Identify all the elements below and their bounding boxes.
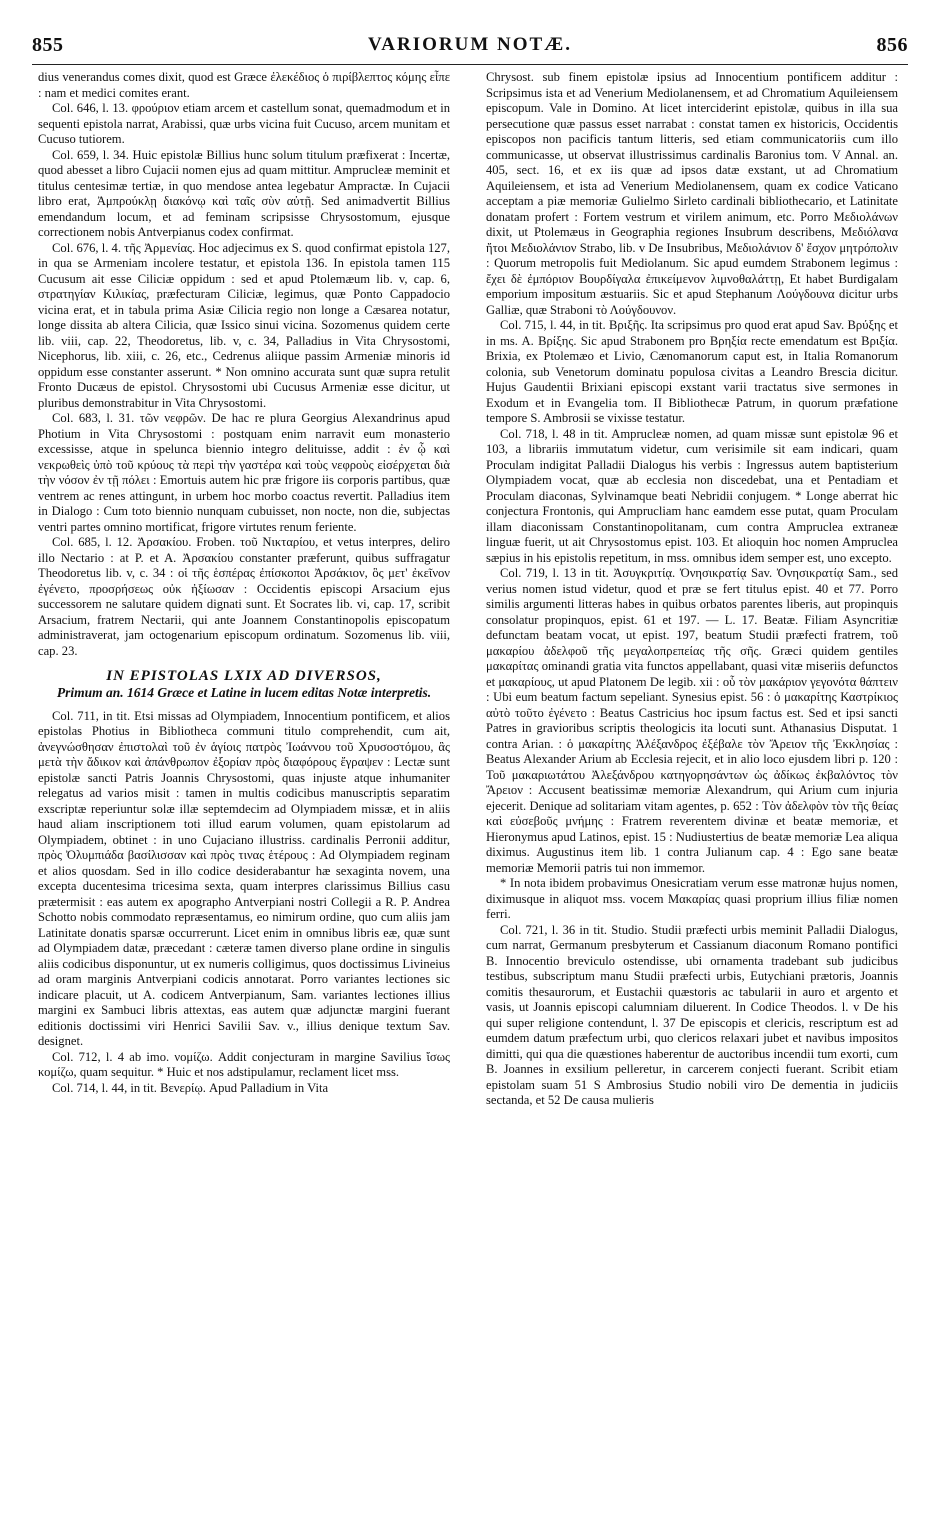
note-paragraph: Col. 646, l. 13. φρούριον etiam arcem et castellum sonat, quemadmodum et in sequenti epistola narrat, Arabissi, quæ urbs vicina fuit Cucuso, arcem munitam et Cucuso tutiorem. xyxy=(38,101,450,146)
left-column xyxy=(38,70,450,1096)
left-page-number: 855 xyxy=(32,34,64,56)
note-paragraph: Col. 685, l. 12. Ἀρσακίου. Froben. τοῦ Νικταρίου, et vetus interpres, deliro illo Nectario : at P. et A. Ἀρσακίου constanter præferunt, quibus suffragatur Theodoretus lib. v, c. 34 : οἱ τῆς ἑσπέρας ἐπίσκοποι Ἀρσάκιον, ὃς μετ' ἐκεῖνον ἐγένετο, προσρήσεως οὐκ ἠξίωσαν : Occidentis episcopi Arsacium ejus successorem ne salutare quidem dignati sunt. Et Socrates lib. vi, cap. 17, scribit Arsacium, fratrem Nectarii, qui ante Joannem Constantinopolis episcopatum administraverat, jam octogenarium episcopum ordinatum. Sozomenus lib. viii, cap. 23. xyxy=(38,535,450,658)
note-paragraph: Col. 715, l. 44, in tit. Βριξῆς. Ita scripsimus pro quod erat apud Sav. Βρύξης et in ms. A. Βρίξης. Sic apud Strabonem pro Βρηξία recte emendatum est Βριξία. Brixia, ex Ptolemæo et Livio, Cænomanorum caput est, in Italia Romanorum colonia, sub Venetorum dominatu populosa civitas a Leandro Brescia dicitur. Hujus Gaudentii Brixiani episcopi exstant varii tractatus sive sermones in Exodum et in Evangelia tom. II Bibliothecæ Patrum, in quorum præfatione tempore S. Ambrosii se vixisse testatur. xyxy=(486,318,898,425)
section-subtitle: Primum an. 1614 Græce et Latine in lucem editas Notæ interpretis. xyxy=(56,684,432,700)
page-header xyxy=(32,34,908,65)
right-column xyxy=(486,70,898,1109)
right-page-number: 856 xyxy=(876,34,908,56)
note-paragraph: Col. 676, l. 4. τῆς Ἀρμενίας. Hoc adjecimus ex S. quod confirmat epistola 127, in qua se Armeniam incolere testatur, et epistola 136. In epistola tamen 115 Cucusum ait esse Ciliciæ oppidum : sed et apud Ptolemæum lib. v, cap. 6, στρατηγίαν Κιλικίας, præfecturam Ciliciæ, legimus, quæ Ponto Cappadocio vicina erat, et in tabula prima Asiæ Cilicia regio non longe a Cæsarea notatur, longe dissita ab altera Cilicia, quæ Issico sinui vicina. Sozomenus quidem certe lib. viii, cap. 22, Theodoretus, lib. v, c. 34, Palladius in Vita Chrysostomi, Nicephorus, lib. xiii, c. 26, etc., Cedrenus aliique passim Armeniæ minoris id oppidum esse constanter asserunt. * Non omnino accurata sunt quæ supra retulit Fronto Ducæus de epistol. Chrysostomi ubi Cucusus Armeniæ esse dicitur, ut pluribus demonstrabitur in Vita Chrysostomi. xyxy=(38,240,450,410)
section-title: IN EPISTOLAS LXIX AD DIVERSOS, xyxy=(106,668,382,684)
section-heading xyxy=(38,669,450,701)
note-paragraph: * In nota ibidem probavimus Onesicratiam verum esse matronæ hujus nomen, diximusque in aliquot mss. vocem Μακαρίας quasi proprium illius filiæ nomen ferri. xyxy=(486,876,898,921)
note-paragraph: Col. 683, l. 31. τῶν νεφρῶν. De hac re plura Georgius Alexandrinus apud Photium in Vita Chrysostomi : postquam enim narravit eum monasterio excessisse, atque in spelunca biennio integro delituisse, addit : ἐν ᾧ καὶ νεκρωθεὶς ὑπὸ τοῦ κρύους τὰ περὶ τὴν γαστέρα καὶ τοὺς νεφροὺς εἰσέρχεται διὰ τὴν νόσον ἐν τῇ πόλει : Emortuis autem hic præ frigore iis corporis partibus, quæ ventrem ac renes attingunt, in urbem hoc morbo coactus revertit. Palladius item in Dialogo : Cum toto biennio nunquam cubuisset, non nocte, non die, subjectas ventri partes omnino mortificat, frigore virtutes renum feriente. xyxy=(38,411,450,534)
note-paragraph: Col. 719, l. 13 in tit. Ἀσυγκριτίᾳ. Ὀνησικρατίᾳ Sav. Ὀνησικρατίᾳ Sam., sed verius nomen istud videtur, quod et præ se fert titulus epist. 40 et 77. Porro similis argumenti litteras habes in quibus orbatos parentes liberis, aut propinquis consolatur propinquos, epist. 61 et 197. — L. 17. Beatæ. Filiam Asyncritiæ defunctam beatam vocat, ut epist. 197, beatum Studii præfecti fratrem, τοῦ μακαρίου ἀδελφοῦ τῆς μεγαλοπρεπείας τῆς σῆς. Græci quidem gentiles μακαρίτας ominandi gratia vita functos appellabant, quasi vitæ miseriis defunctos et μακαρίους, ut apud Platonem De legib. xii : οὗ τὸν μακάριον γεγονότα θάπτειν : Ubi eum beatum factum sepeliant. Synesius epist. 56 : ὁ μακαρίτης Καστρίκιος αὐτὸ τοῦτο ἐγένετο : Beatus Castricius hoc ipsum factus est. Sed et ipsi sancti Patres in gravioribus scriptis theologicis ita locuti sunt. Athanasius Disputat. 1 contra Arian. : ὁ μακαρίτης Ἀλέξανδρος ἐξέβαλε τὸν Ἄρειον τῆς Ἐκκλησίας : Beatus Alexander Arium ab Ecclesia rejecit, et in alio loco ejusdem libri p. 120 : Τοῦ μακαριωτάτου Ἀλεξάνδρου κατηγορησάντων ὡς ἀδίκως ἐκβαλόντος τὸν Ἄρειον : Accusent beatissimæ memoriæ Alexandrum, qui Arium cum injuria ejecerit. Denique ad solitariam vitam agentes, p. 652 : Τὸν ἀδελφὸν τὸν τῆς θείας καὶ εὐσεβοῦς μνήμης : Fratrem reverentem divinæ et beatæ memoriæ, et Hieronymus apud Latinos, epist. 15 : Nudiustertius de beatæ memoriæ Lea aliqua diximus. Augustinus item lib. 1 contra Julianum cap. 4 : Ego sane beatæ memoriæ Memorii patris tui non immemor. xyxy=(486,566,898,875)
running-title: VARIORUM NOTÆ. xyxy=(368,34,572,55)
note-paragraph: dius venerandus comes dixit, quod est Græce ἐλεκέδιος ὁ πιρίβλεπτος κόμης εἶπε : nam et medici comites erant. xyxy=(38,70,450,100)
note-paragraph: Col. 712, l. 4 ab imo. νομίζω. Addit conjecturam in margine Savilius ἴσως κομίζω, quam sequitur. * Huic et nos adstipulamur, reclament licet mss. xyxy=(38,1049,450,1079)
note-paragraph: Col. 714, l. 44, in tit. Βενερίῳ. Apud Palladium in Vita xyxy=(52,1080,329,1095)
note-paragraph: Chrysost. sub finem epistolæ ipsius ad Innocentium pontificem additur : Scripsimus ista et ad Venerium Mediolanensem, et ad Chromatium Aquileiensem episcopum. Vale in Domino. At licet interciderint epistolæ, quibus in illa sua persecutione quæ passus esset narrabat : constat tamen ex historicis, Occidentis episcopos non pacificis tantum litteris, sed etiam communicatoriis cum illo communicasse, ut observat illustrissimus cardinalis Baronius tom. V Annal. an. 405, sect. 16, et ex iis quæ ad ipsos datæ exstant, ut ad Chromatium Aquileiensem, et ista ad Venerium Mediolanensem, quam ex codice Vaticano acceptam a piæ memoriæ Gulielmo Sirleto cardinali bibliothecario, et Latinitate donatam profert : Fortem vestrum et virilem animum, etc. Porro Μεδιολάνων dixit, ut Ptolemæus in Geographia regiones Insubrum describens, Μεδιόλανα ἤτοι Μεδιολάνιον Strabo, lib. v De Insubribus, Μεδιολάνιον δ' ἔσχον μητρόπολιν : Quorum metropolis fuit Mediolanum. Sic apud eumdem Strabonem legimus : ἔχει δὲ ἐμπόριον Βουρδίγαλα ἐπικείμενον λιμνοθαλάττῃ, Et habet Burdigalam emporium impositum æstuariis. Sic et apud Stephanum Λούγδουνα dicitur urbs Galliæ, quæ Straboni τὸ Λούγδουνον. xyxy=(486,70,898,317)
note-paragraph: Col. 659, l. 34. Huic epistolæ Billius hunc solum titulum præfixerat : Incertæ, quod abesset a libro Cujacii nomen ejus ad quam mittitur. Amprucleæ meminit et titulus centesimæ tertiæ, in quo mendose antea legebatur Ampractæ. In Cujacii libro erat, Ἀμπρούκλῃ διακόνῳ καὶ ταῖς σὺν αὐτῇ. Sed animadvertit Billius emendandum locum, et ad feminam scripsisse Chrysostomum, ejusque correctionem nobis Antverpianus codex confirmat. xyxy=(38,147,450,239)
note-paragraph: Col. 718, l. 48 in tit. Amprucleæ nomen, ad quam missæ sunt epistolæ 96 et 103, a librariis immutatum videtur, cum verisimile sit eam indicari, quam Proculam indigitat Palladii Dialogus his verbis : Ingressus autem baptisterium Olympiadem vocat, quæ ab ecclesia non discedebat, una et Pentadiam et Proculam diaconas, Sylvinamque beati Nebridii conjugem. * Longe aberrat hic conjectura Frontonis, qui Amprucliam hanc eamdem esse putat, quam Proculam illam diaconissam Constantinopolitanam, cum contra Ampruclea extraneæ linguæ fuerit, ut ait Chrysostomus epist. 103. Et alioquin hoc nomen Ampruclea sæpius in his epistolis repetitum, in mss. omnibus idem semper est, uno excepto. xyxy=(486,426,898,565)
note-paragraph: Col. 721, l. 36 in tit. Studio. Studii præfecti urbis meminit Palladii Dialogus, cum narrat, Germanum presbyterum et Cassianum diaconum Romano pontifici B. Innocentio breviculo ostendisse, ubi ornamenta tradebant sub judicibus testibus, subscriptum manu Studii præfecti urbis, Eutychiani prætoris, Joannis comitis thesaurorum, et Eustachii quæstoris ac tabularii in auro et argento et vasis, ut Joannis episcopi calumniam diluerent. In Codice Theodos. l. v De his qui super religione contendunt, l. 37 De episcopis et clericis, rescriptum est ad eumdem datum præfectum urbi, quo clericos relaxari jubet et navibus impositos dimitti, qui qua die quæstiones haberentur de auctoribus incendii tum exorti, cum B. Joannes in exsilium pelleretur, in carcerem conjecti fuerant. Scribit etiam epistolam suam 51 S Ambrosius Studio nobili viro De dementia in judiciis sectanda, et 52 De causa mulieris xyxy=(486,922,898,1107)
note-paragraph: Col. 711, in tit. Etsi missas ad Olympiadem, Innocentium pontificem, et alios epistolas Photius in Bibliotheca communi titulo comprehendit, cum ait, ἀνεγνώσθησαν ἐπιστολαὶ τοῦ ἐν ἁγίοις πατρὸς Ἰωάννου τοῦ Χρυσοστόμου, ἃς μετὰ τὴν ἄδικον καὶ ἀπάνθρωπον ἐξορίαν πρὸς διαφόρους ἔγραψεν : Lectæ sunt epistolæ sancti Patris Joannis Chrysostomi, quas injuste atque inhumaniter relegatus ad varios misit : tamen in multis codicibus manuscriptis separatim exscriptæ reperiuntur solæ illæ septemdecim ad Olympiadem missæ, et in aliis haud aliam inscriptionem toti illud earum volumen, quam epistolarum ad Olympiadem, obtinet : in uno Cujaciano illustriss. cardinalis Perronii additur, πρὸς Ὀλυμπιάδα βασίλισσαν καὶ πρὸς τινας ἑτέρους : Ad Olympiadem reginam et alios quosdam. Sed in illo codice desiderabantur hæ sexaginta novem, una excepta ducentesima tricesima sexta, quam interpres clarissimus Billius casu prætermisit : eas autem ex apographo Antverpiani nostri Collegii a R. P. Andrea Schotto nobis commodato repræsentamus, eo nimirum ordine, quo cum aliis jam Latinitate donatis sparsæ occurrerunt. Licet enim in omnibus libris eæ, quæ sunt ad Olympiadem datæ, præcedant : cæteræ tamen diverso plane ordine in singulis aliis codicibus disponuntur, ut ex numeris colligimus, quos doctissimus Livineius ad oram marginis Antverpiani codicis annotarat. Porro variantes lectiones sic indicare placuit, ut A. codicem Antverpianum, Sam. variantes lectiones illius margini ex Sambuci libris attextas, eas autem quæ adjunctæ margini fuerant editionis doctissimi viri Henrici Savilii Sav. v., illius denique textum Sav. designet. xyxy=(38,708,450,1048)
